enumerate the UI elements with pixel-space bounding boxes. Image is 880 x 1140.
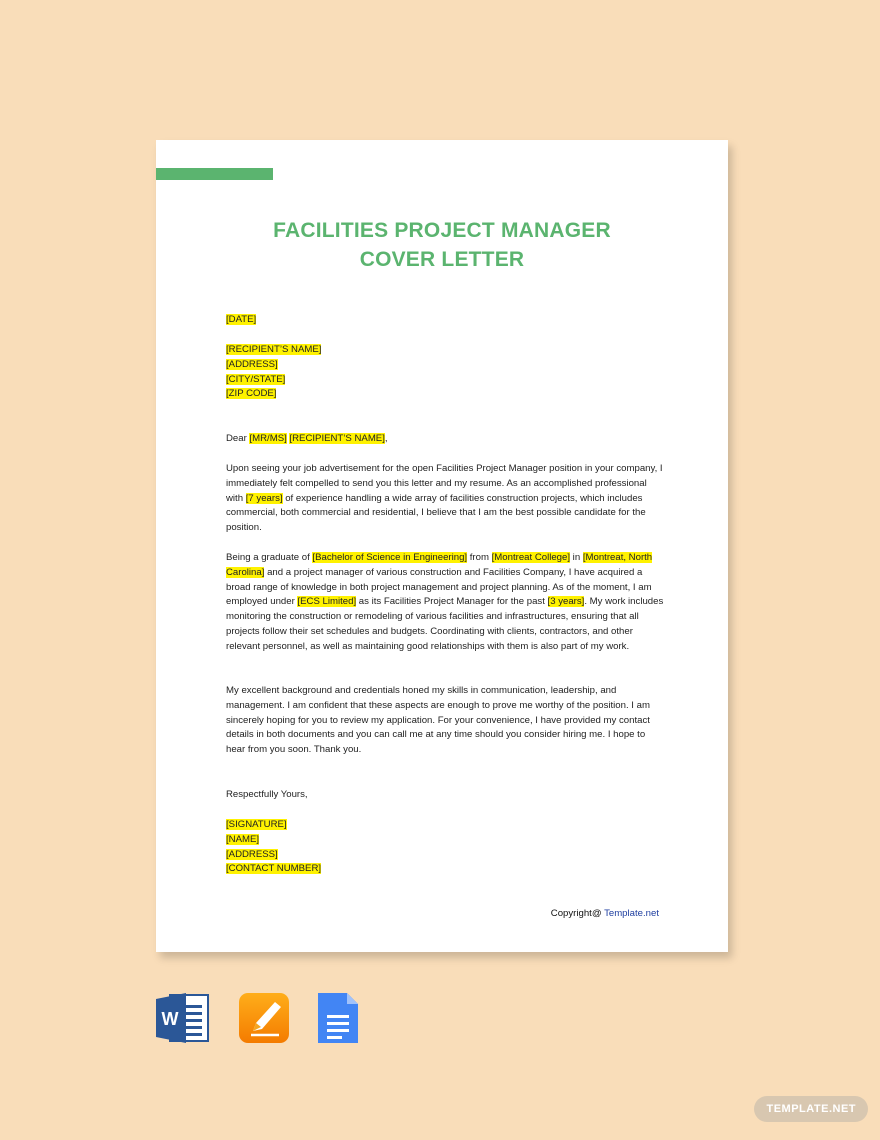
date-block: [226, 313, 666, 328]
college: [Montreat College]: [491, 552, 571, 563]
pages-icon[interactable]: [239, 993, 291, 1043]
recipient-zip: [ZIP CODE]: [226, 388, 277, 400]
salutation: Dear [MR/MS] [RECIPIENT’S NAME],: [226, 433, 388, 444]
signature-block: [226, 818, 666, 877]
date-placeholder: [DATE]: [226, 314, 257, 325]
google-docs-icon[interactable]: [318, 993, 360, 1043]
closing: Respectfully Yours,: [226, 789, 308, 800]
years-experience: [7 years]: [245, 492, 283, 504]
recipient-name: [RECIPIENT’S NAME]: [226, 344, 322, 355]
recipient-city-state: [CITY/STATE]: [226, 373, 286, 385]
title-line-2: COVER LETTER: [359, 248, 525, 271]
salutation-title: [MR/MS]: [249, 433, 287, 444]
signature-placeholder: [SIGNATURE]: [226, 819, 287, 830]
word-icon[interactable]: [156, 993, 210, 1043]
letter-title: [156, 216, 728, 274]
sender-contact: [CONTACT NUMBER]: [226, 863, 322, 875]
word-icon-letter: W: [161, 1009, 179, 1029]
sender-name: [NAME]: [226, 833, 260, 845]
degree: [Bachelor of Science in Engineering]: [312, 552, 468, 563]
recipient-block: [226, 343, 666, 402]
letter-page: [156, 140, 728, 952]
years-employed: [3 years]: [547, 596, 585, 608]
copyright: Copyright@ Template.net: [550, 908, 659, 919]
college-location: [Montreat, North Carolina]: [226, 552, 653, 578]
watermark-badge: TEMPLATE.NET: [754, 1096, 868, 1122]
recipient-address: [ADDRESS]: [226, 358, 278, 370]
paragraph-2: Being a graduate of [Bachelor of Science in Engineering] from [Montreat College] in [Montreat, North Carolina] and a project manager of various construction and Facilities Company, I have acquired a broad range of knowledge in both project management and project planning. As of the moment, I am employed under [ECS Limited] as its Facilities Project Manager for the past [3 years]. My work includes monitoring the construction or remodeling of various facilities and infrastructures, ensuring that all projects follow their set schedules and budgets. Coordinating with clients, contractors, and other relevant personnel, as well as maintaining good relationships with them is also part of my work.: [226, 552, 664, 652]
paragraph-3: My excellent background and credentials honed my skills in communication, leadership, and management. I am confident that these aspects are enough to prove me worthy of the position. I am sincerely hoping for you to review my application. For your convenience, I have provided my contact details in both documents and you can call me at any time should you consider hiring me. I hope to hear from you soon. Thank you.: [226, 685, 650, 756]
paragraph-1: Upon seeing your job advertisement for the open Facilities Project Manager position in your company, I immediately felt compelled to send you this letter and my resume. As an accomplished professional with [7 years] of experience handling a wide array of facilities construction projects, which includes commercial, both commercial and residential, I believe that I am the best possible candidate for the position.: [226, 463, 663, 534]
sender-address: [ADDRESS]: [226, 848, 278, 860]
title-line-1: FACILITIES PROJECT MANAGER: [273, 219, 611, 242]
accent-bar: [156, 168, 273, 180]
copyright-link[interactable]: Template.net: [604, 908, 659, 919]
employer: [ECS Limited]: [297, 596, 357, 608]
salutation-name: [RECIPIENT’S NAME]: [289, 433, 385, 444]
